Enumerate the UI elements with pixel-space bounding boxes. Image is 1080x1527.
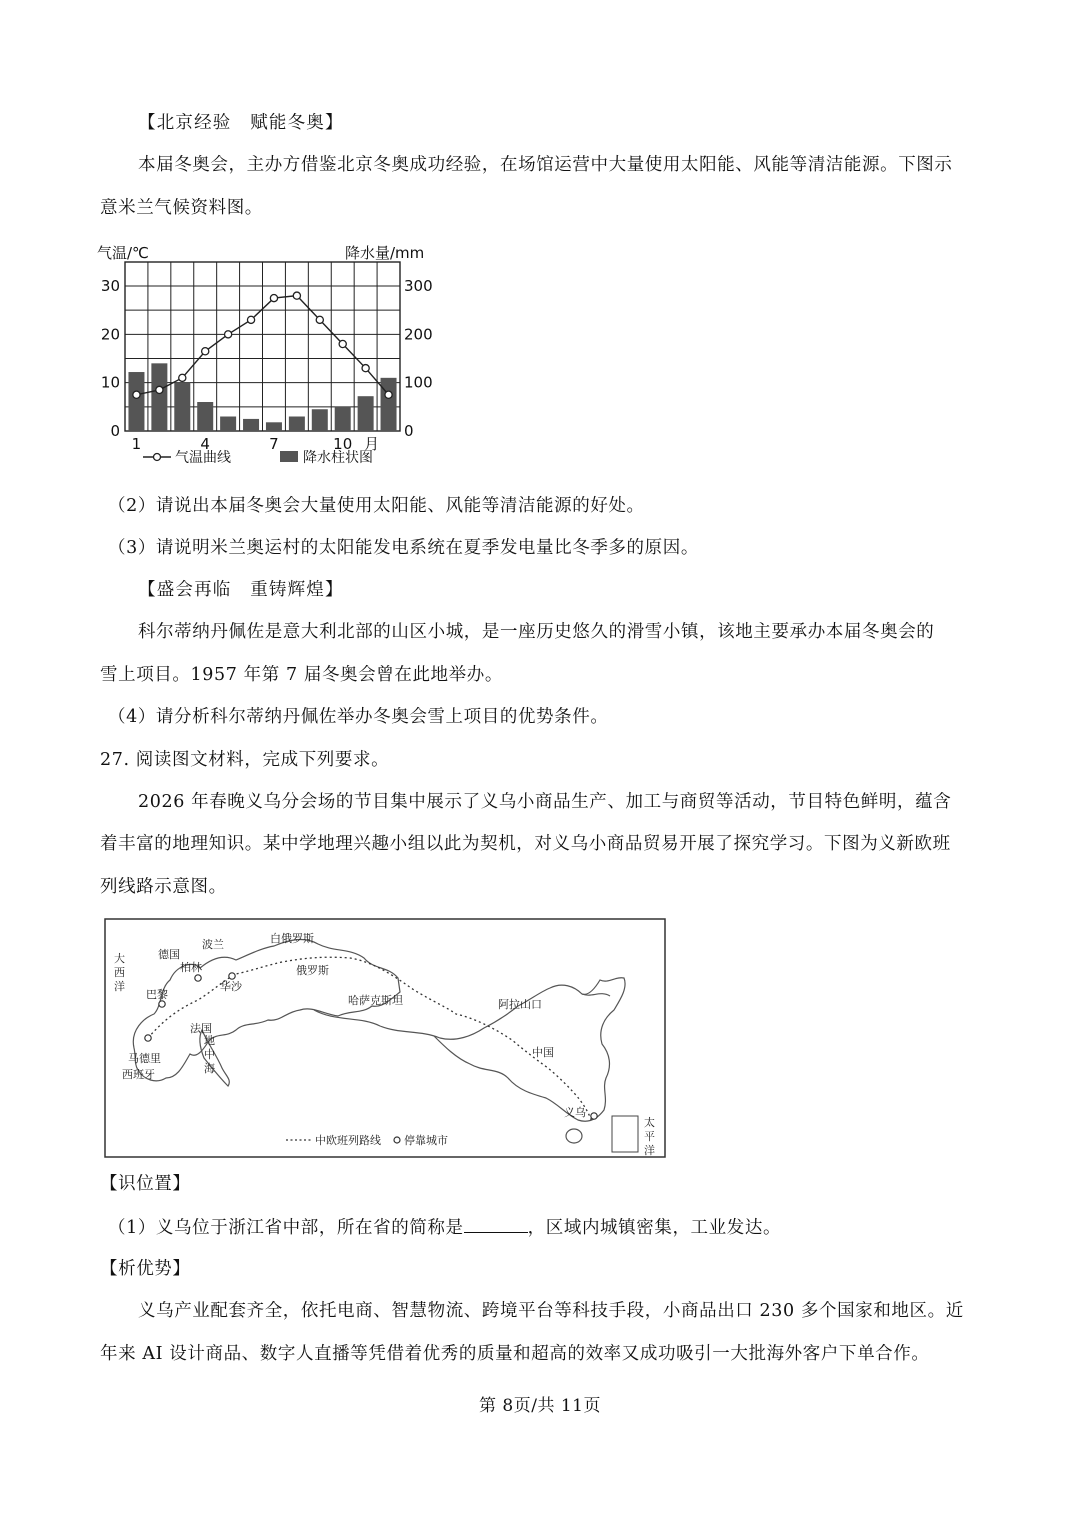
paragraph-4-line-2: 年来 AI 设计商品、数字人直播等凭借着优秀的质量和超高的效率又成功吸引一大批海外客户下单合作。	[100, 1344, 930, 1364]
ylabel-right: 降水量/mm	[345, 244, 425, 262]
question-1-after: ，区域内城镇密集，工业发达。	[527, 1218, 782, 1238]
precip-bar	[266, 422, 282, 431]
label-france: 法国	[190, 1022, 212, 1035]
label-poland: 波兰	[202, 938, 224, 951]
paragraph-2-line-1: 科尔蒂纳丹佩佐是意大利北部的山区小城，是一座历史悠久的滑雪小镇，该地主要承办本届冬奥会的	[138, 622, 935, 642]
label-pacific: 太平洋	[644, 1116, 655, 1157]
page-footer: 第 8页/共 11页	[479, 1396, 601, 1416]
label-kazakhstan: 哈萨克斯坦	[348, 994, 403, 1007]
stop-marker-madrid	[145, 1035, 151, 1041]
temperature-point	[133, 391, 140, 398]
label-berlin: 柏林	[180, 961, 202, 974]
temperature-point	[270, 294, 277, 301]
label-mediterranean: 地中海	[204, 1034, 215, 1075]
legend-route: 中欧班列路线	[315, 1134, 381, 1147]
temperature-point	[179, 374, 186, 381]
temperature-point	[247, 316, 254, 323]
temperature-point	[293, 292, 300, 299]
legend-temperature: 气温曲线	[175, 450, 231, 466]
section-title-weizhi: 【识位置】	[100, 1174, 191, 1194]
precip-bar	[128, 372, 144, 431]
label-belarus: 白俄罗斯	[270, 932, 314, 945]
paragraph-1-line-2: 意米兰气候资料图。	[100, 198, 263, 218]
precip-bar	[335, 407, 351, 431]
temperature-point	[362, 365, 369, 372]
temperature-point	[385, 391, 392, 398]
label-germany: 德国	[158, 948, 180, 961]
answer-blank[interactable]	[464, 1214, 528, 1233]
milan-climate-chart	[95, 238, 445, 474]
stop-marker-paris	[159, 1001, 165, 1007]
temperature-point	[225, 331, 232, 338]
section-title-youshi: 【析优势】	[100, 1259, 191, 1279]
ytick-left: 20	[100, 325, 120, 344]
label-yiwu: 义乌	[564, 1106, 586, 1119]
precip-bar	[381, 378, 397, 431]
question-2: （2）请说出本届冬奥会大量使用太阳能、风能等清洁能源的好处。	[108, 496, 645, 516]
precip-bar	[289, 417, 305, 432]
stop-marker-yiwu	[591, 1113, 597, 1119]
ytick-right: 200	[404, 325, 433, 344]
section-title-beijing: 【北京经验 赋能冬奥】	[138, 113, 344, 133]
question-4: （4）请分析科尔蒂纳丹佩佐举办冬奥会雪上项目的优势条件。	[108, 707, 609, 727]
paragraph-3-line-3: 列线路示意图。	[100, 877, 227, 897]
temperature-point	[156, 386, 163, 393]
label-spain: 西班牙	[122, 1068, 155, 1081]
legend-bar-swatch	[280, 451, 298, 462]
yixinou-route-map	[104, 918, 666, 1158]
paragraph-2-line-2: 雪上项目。1957 年第 7 届冬奥会曾在此地举办。	[100, 665, 503, 685]
question-1-before: （1）义乌位于浙江省中部，所在省的简称是	[108, 1218, 464, 1238]
xtick-label: 10	[333, 435, 353, 453]
legend-line-marker	[154, 454, 161, 461]
question-1	[108, 1214, 781, 1240]
precip-bar	[197, 402, 213, 431]
precip-bar	[220, 417, 236, 432]
ytick-left: 30	[100, 277, 120, 295]
precip-bar	[151, 363, 167, 431]
precip-bar	[243, 419, 259, 431]
stop-marker-berlin	[195, 975, 201, 981]
question-27: 27. 阅读图文材料，完成下列要求。	[100, 750, 390, 770]
question-3: （3）请说明米兰奥运村的太阳能发电系统在夏季发电量比冬季多的原因。	[108, 538, 699, 558]
legend-city: 停靠城市	[404, 1134, 448, 1147]
ytick-right: 0	[404, 422, 414, 440]
label-warsaw: 华沙	[220, 980, 242, 993]
ytick-right: 100	[404, 373, 433, 392]
precip-bar	[358, 396, 374, 431]
paragraph-3-line-2: 着丰富的地理知识。某中学地理兴趣小组以此为契机，对义乌小商品贸易开展了探究学习。下图为义新欧班	[100, 834, 951, 854]
ytick-left: 10	[100, 373, 120, 392]
paragraph-4-line-1: 义乌产业配套齐全，依托电商、智慧物流、跨境平台等科技手段，小商品出口 230 多个国家和地区。近	[138, 1301, 964, 1321]
temperature-point	[339, 340, 346, 347]
xtick-label: 7	[269, 435, 279, 453]
ytick-left: 0	[110, 422, 120, 440]
xtick-label: 1	[131, 435, 142, 453]
legend-precipitation: 降水柱状图	[303, 450, 373, 466]
ytick-right: 300	[404, 277, 433, 295]
label-russia: 俄罗斯	[296, 964, 329, 977]
ylabel-left: 气温/℃	[97, 244, 149, 262]
precip-bar	[174, 383, 190, 431]
label-madrid: 马德里	[128, 1052, 161, 1065]
label-china: 中国	[532, 1046, 554, 1059]
temperature-point	[202, 348, 209, 355]
paragraph-1-line-1: 本届冬奥会，主办方借鉴北京冬奥成功经验，在场馆运营中大量使用太阳能、风能等清洁能源。下图示	[138, 155, 953, 175]
xtick-unit: 月	[364, 435, 380, 453]
xtick-label: 4	[200, 435, 210, 453]
section-title-shenghui: 【盛会再临 重铸辉煌】	[138, 580, 344, 600]
label-paris: 巴黎	[146, 988, 168, 1001]
temperature-point	[316, 316, 323, 323]
precip-bar	[312, 409, 328, 431]
label-alashankou: 阿拉山口	[498, 998, 542, 1011]
stop-marker-warsaw	[229, 973, 235, 979]
label-atlantic: 大西洋	[114, 952, 125, 993]
paragraph-3-line-1: 2026 年春晚义乌分会场的节目集中展示了义乌小商品生产、加工与商贸等活动，节目特色鲜明，蕴含	[138, 792, 952, 812]
